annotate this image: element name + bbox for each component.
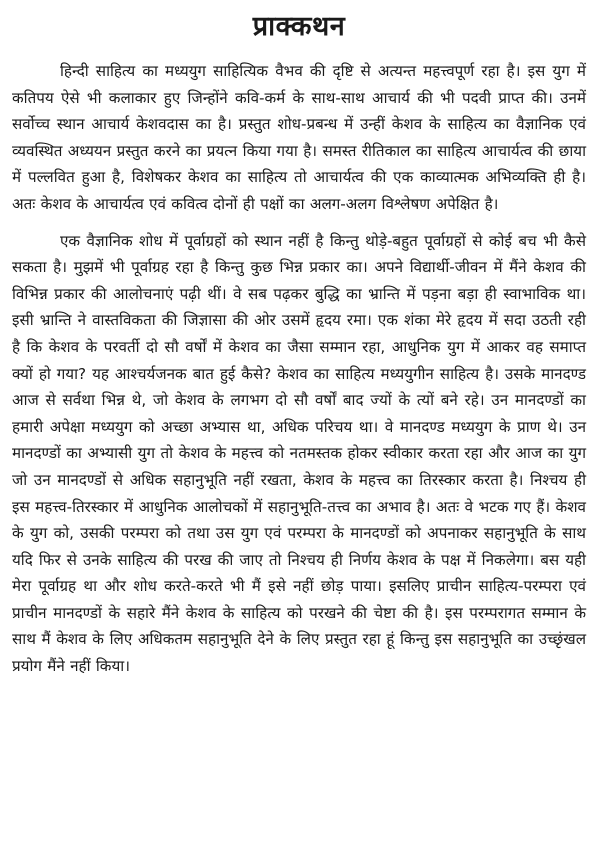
page-title: प्राक्कथन: [252, 11, 346, 42]
paragraph-1: हिन्दी साहित्य का मध्ययुग साहित्यिक वैभव की दृष्टि से अत्यन्त महत्त्वपूर्ण रहा है। इस युग में कतिपय ऐसे भी कलाकार हुए जिन्होंने कवि-कर्म के साथ-साथ आचार्य की भी पदवी प्राप्त की। उनमें सर्वोच्च स्थान आचार्य केशवदास का है। प्रस्तुत शोध-प्रबन्ध में उन्हीं केशव के साहित्य का वैज्ञानिक एवं व्यवस्थित अध्ययन प्रस्तुत करने का प्रयत्न किया गया है। समस्त रीतिकाल का साहित्य आचार्यत्व की छाया में पल्लवित हुआ है, विशेषकर केशव का साहित्य तो आचार्यत्व की एक काव्यात्मक अभिव्यक्ति ही है। अतः केशव के आचार्यत्व एवं कवित्व दोनों ही पक्षों का अलग-अलग विश्लेषण अपेक्षित है।: [12, 62, 586, 213]
paragraph-2: एक वैज्ञानिक शोध में पूर्वाग्रहों को स्थान नहीं है किन्तु थोड़े-बहुत पूर्वाग्रहों से कोई बच भी कैसे सकता है। मुझमें भी पूर्वाग्रह रहा है किन्तु कुछ भिन्न प्रकार का। अपने विद्यार्थी-जीवन में मैंने केशव की विभिन्न प्रकार की आलोचनाएं पढ़ी थीं। वे सब पढ़कर बुद्धि का भ्रान्ति में पड़ना बड़ा ही स्वाभाविक था। इसी भ्रान्ति ने वास्तविकता की जिज्ञासा की ओर उसमें हृदय रमा। एक शंका मेरे हृदय में सदा उठती रही है कि केशव के परवर्ती दो सौ वर्षों में केशव का जैसा सम्मान रहा, आधुनिक युग में आकर वह समाप्त क्यों हो गया? यह आश्चर्यजनक बात हुई कैसे? केशव का साहित्य मध्ययुगीन साहित्य है। उसके मानदण्ड आज से सर्वथा भिन्न थे, जो केशव के लगभग दो सौ वर्षों बाद ज्यों के त्यों बने रहे। उन मानदण्डों का हमारी अपेक्षा मध्ययुग को अच्छा अभ्यास था, अधिक परिचय था। वे मानदण्ड मध्ययुग के प्राण थे। उन मानदण्डों का अभ्यासी युग तो केशव के महत्त्व को नतमस्तक होकर स्वीकार करता रहा और आज का युग जो उन मानदण्डों से अधिक सहानुभूति नहीं रखता, केशव के महत्त्व का तिरस्कार करता है। निश्चय ही इस महत्त्व-तिरस्कार में आधुनिक आलोचकों में सहानुभूति-तत्त्व का अभाव है। अतः वे भटक गए हैं। केशव के युग को, उसकी परम्परा को तथा उस युग एवं परम्परा के मानदण्डों को अपनाकर सहानुभूति के साथ यदि फिर से उनके साहित्य की परख की जाए तो निश्चय ही निर्णय केशव के पक्ष में निकलेगा। बस यही मेरा पूर्वाग्रह था और शोध करते-करते भी मैं इसे नहीं छोड़ पाया। इसलिए प्राचीन साहित्य-परम्परा एवं प्राचीन मानदण्डों के सहारे मैंने केशव के साहित्य को परखने की चेष्टा की है। इस परम्परागत सम्मान के साथ मैं केशव के लिए अधिकतम सहानुभूति देने के लिए प्रस्तुत रहा हूं किन्तु इस सहानुभूति का उच्छृंखल प्रयोग मैंने नहीं किया।: [12, 231, 586, 676]
